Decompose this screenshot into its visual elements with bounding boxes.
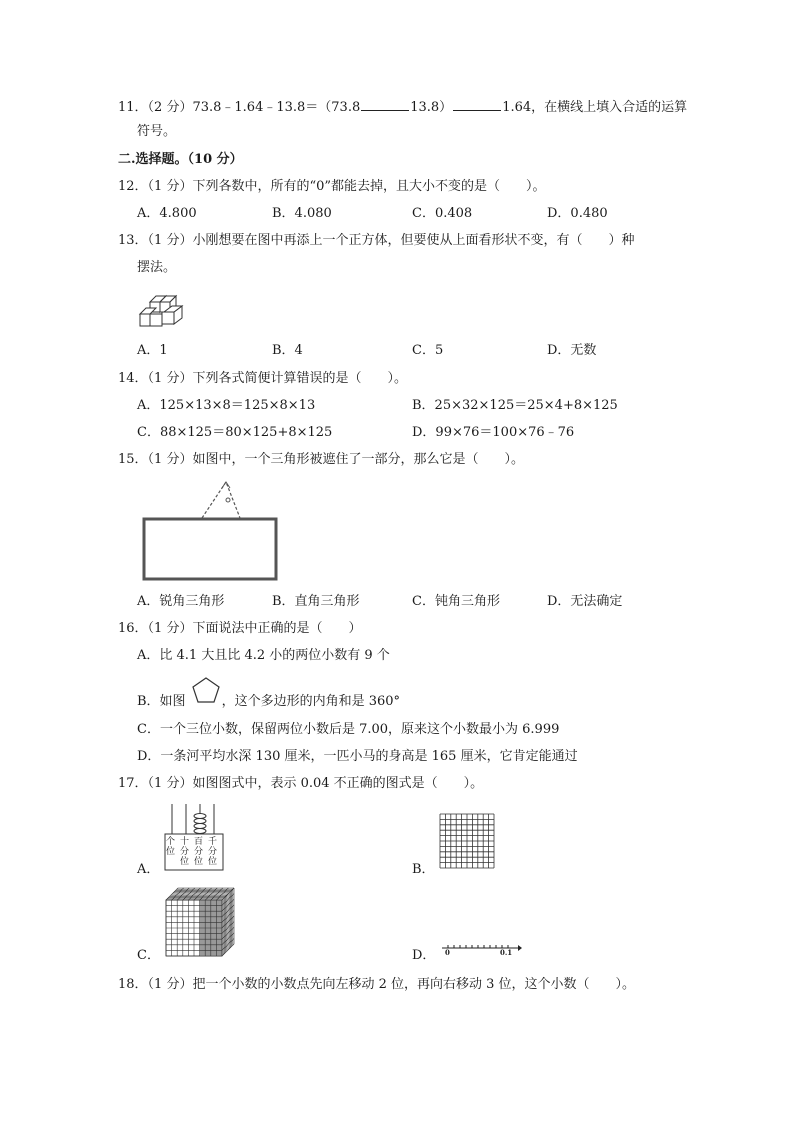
q17-label-a[interactable]: A． [137,862,160,877]
q11-text-a: 11．（2 分）73.8﹣1.64﹣13.8＝（73.8 [118,100,361,115]
abacus-col-thousandths: 千分位 [208,837,218,867]
q14-stem: 14．（1 分）下列各式简便计算错误的是（ ）。 [118,371,407,386]
q18-stem: 18．（1 分）把一个小数的小数点先向左移动 2 位，再向右移动 3 位，这个小数（ ）。 [118,977,636,992]
number-line-label-tenth: 0.1 [500,948,513,957]
q15-option-d[interactable]: D．无法确定 [547,594,623,609]
q15-option-a[interactable]: A．锐角三角形 [137,594,225,609]
q13-stem-line1: 13．（1 分）小刚想要在图中再添上一个正方体，但要使从上面看形状不变，有（ ）种 [118,233,635,248]
q14-option-c[interactable]: C．88×125＝80×125+8×125 [137,425,333,440]
q13-option-d[interactable]: D．无数 [547,343,597,358]
q11-blank-2[interactable] [453,98,501,111]
q16-option-b-pre: B．如图 [137,694,186,709]
q13-option-a[interactable]: A．1 [137,343,168,358]
q16-option-d[interactable]: D．一条河平均水深 130 厘米，一匹小马的身高是 165 厘米，它肯定能通过 [137,749,578,764]
section-title-choice: 二.选择题。（10 分） [118,152,243,167]
number-line-label-zero: 0 [445,948,450,957]
q15-option-b[interactable]: B．直角三角形 [272,594,360,609]
q17-hundred-grid-figure [438,812,496,870]
q15-option-c[interactable]: C．钝角三角形 [412,594,500,609]
q12-option-d[interactable]: D．0.480 [547,206,608,221]
q17-label-b[interactable]: B． [412,862,435,877]
q17-label-c[interactable]: C． [137,948,160,963]
q12-option-a[interactable]: A．4.800 [137,206,197,221]
q15-stem: 15．（1 分）如图中，一个三角形被遮住了一部分，那么它是（ ）。 [118,452,524,467]
q13-option-c[interactable]: C．5 [412,343,444,358]
q11-text-c: 1.64，在横线上填入合适的运算 [502,100,688,115]
q17-thousand-cube-figure [164,886,238,958]
q13-stem-line2: 摆法。 [137,260,177,275]
q11-line1 [118,98,687,116]
q11-text-b: 13.8） [410,100,453,115]
q16-option-b-post: ，这个多边形的内角和是 360° [221,694,401,709]
q11-blank-1[interactable] [361,98,409,111]
q16-option-b[interactable] [137,694,400,710]
q12-stem: 12．（1 分）下列各数中，所有的“0”都能去掉，且大小不变的是（ ）。 [118,179,546,194]
q14-option-d[interactable]: D．99×76＝100×76﹣76 [412,425,575,440]
q14-option-a[interactable]: A．125×13×8＝125×8×13 [137,398,316,413]
pentagon-icon [191,676,221,704]
q17-stem: 17．（1 分）如图图式中，表示 0.04 不正确的图式是（ ）。 [118,776,484,791]
abacus-col-tenths: 十分位 [180,837,190,867]
q15-covered-triangle-figure [140,478,280,583]
q16-option-a[interactable]: A．比 4.1 大且比 4.2 小的两位小数有 9 个 [137,648,390,663]
q16-option-c[interactable]: C．一个三位小数，保留两位小数后是 7.00，原来这个小数最小为 6.999 [137,722,560,737]
q11-line2: 符号。 [137,124,177,139]
abacus-col-hundredths: 百分位 [194,837,204,867]
q13-option-b[interactable]: B．4 [272,343,303,358]
q12-option-b[interactable]: B．4.080 [272,206,332,221]
q14-option-b[interactable]: B．25×32×125＝25×4+8×125 [412,398,618,413]
q17-label-d[interactable]: D． [412,948,436,963]
q12-option-c[interactable]: C．0.408 [412,206,473,221]
q16-stem: 16．（1 分）下面说法中正确的是（ ） [118,621,362,636]
abacus-col-ones: 个位 [166,837,176,857]
q13-cube-figure [138,290,198,332]
